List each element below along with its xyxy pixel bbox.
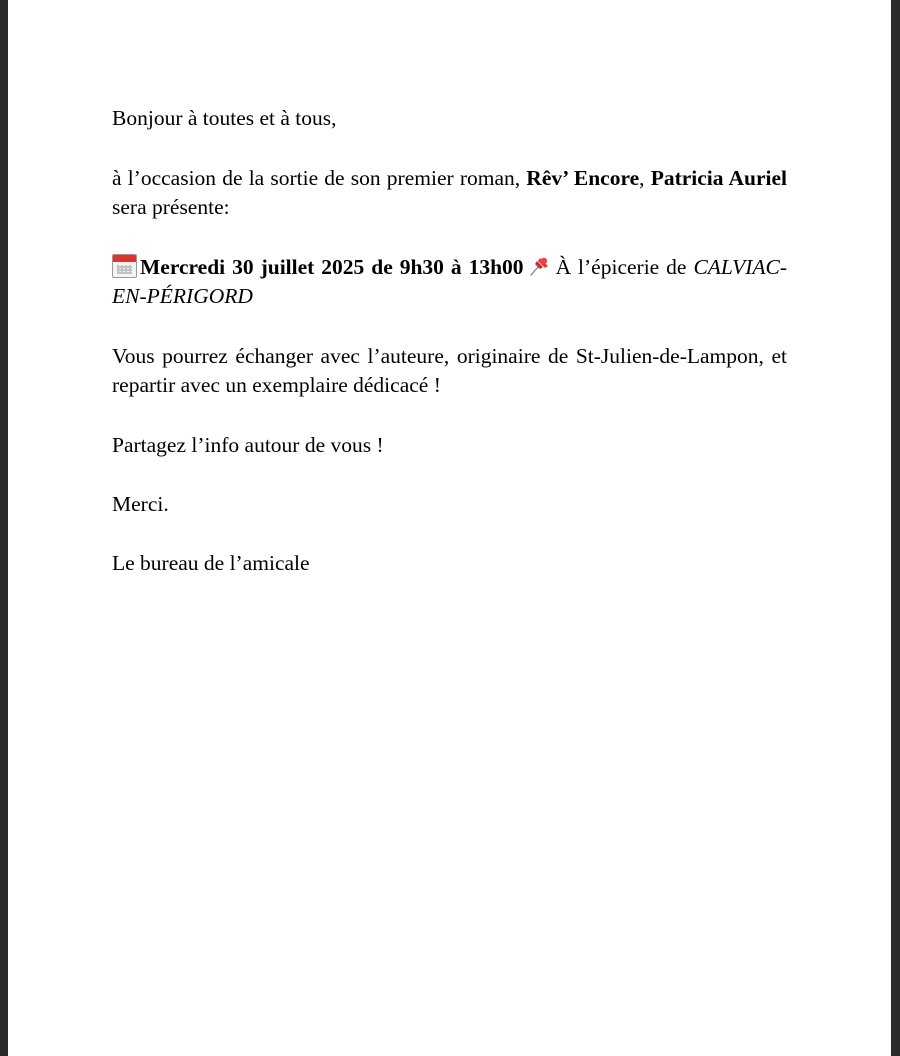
pushpin-icon [527, 255, 551, 277]
author-name: Patricia Auriel [650, 165, 788, 190]
event-place-prefix: À l’épicerie de [555, 254, 687, 279]
intro-comma: , [639, 165, 651, 190]
intro-paragraph [112, 164, 787, 223]
document-page [8, 0, 891, 1056]
exchange-paragraph: Vous pourrez échanger avec l’auteure, originaire de St-Julien-de-Lampon, et repartir avec un exemplaire dédicacé ! [112, 343, 787, 397]
signature: Le bureau de l’amicale [112, 550, 310, 575]
book-title: Rêv’ Encore [526, 165, 640, 190]
intro-text-after: sera présente: [112, 195, 230, 219]
thanks-paragraph: Merci. [112, 492, 169, 516]
event-paragraph [112, 253, 787, 312]
event-place-name: CALVIAC-EN-PÉRIGORD [112, 254, 787, 308]
calendar-icon [112, 254, 137, 278]
event-date-time: Mercredi 30 juillet 2025 de 9h30 à 13h00 [140, 254, 524, 279]
intro-text-before: à l’occasion de la sortie de son premier roman, [112, 165, 527, 190]
share-paragraph: Partagez l’info autour de vous ! [112, 432, 384, 457]
greeting: Bonjour à toutes et à tous, [112, 106, 337, 130]
letter-body [112, 104, 787, 578]
